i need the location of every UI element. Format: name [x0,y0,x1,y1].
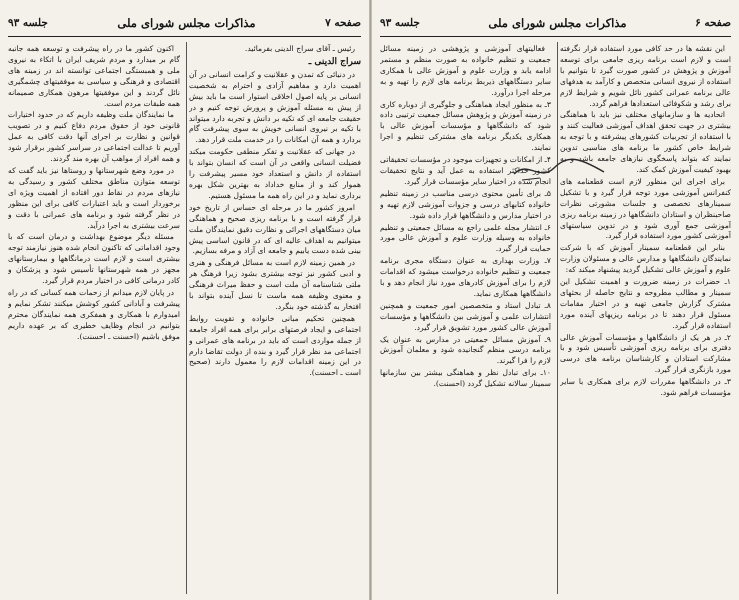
paragraph: این نقشه ها در حد کافی مورد استفاده قرار نگرفته است و لازم است برنامه ریزی جامعی برای توسعه آموزش و پژوهش در کشور صورت گیرد تا بتوانیم با استفاده از نیروی انسانی متخصص و کارآمد به هدفهای عالی برنامه عمرانی کشور نائل شویم و شرایط لازم برای رشد و شکوفائی استعدادها فراهم گردد. [560,44,731,108]
list-item: ۶ـ انتشار مجله علمی راجع به مسائل جمعیتی و تنظیم خانواده به وسیله وزارت علوم و آموزش عالی مورد حمایت قرار گیرد. [380,222,551,254]
paragraph: اکنون کشور ما در راه پیشرفت و توسعه همه جانبه گام بر میدارد و مردم شریف ایران با اتکاء به نیروی ملی و همبستگی اجتماعی توانسته اند در زمینه های اقتصادی و فرهنگی و سیاسی به موفقیتهای چشمگیری نائل گردند و این موفقیتها مرهون همکاری صمیمانه همه طبقات مردم است. [8,44,180,108]
paragraph: برای اجرای این منظور لازم است قطعنامه های کنفرانس آموزشی مورد توجه قرار گیرد و با تشکیل سمینارهای تخصصی و جلسات مشورتی نظرات صاحبنظران و استادان دانشگاهها در زمینه برنامه ریزی آموزشی جمع آوری شود و در تدوین سیاستهای آموزشی کشور مورد استفاده قرار گیرد. [560,176,731,241]
left-column-divider [186,42,187,594]
list-item: ۲ـ در هر یک از دانشگاهها و مؤسسات آموزش عالی دفتری برای برنامه ریزی آموزشی تأسیس شود و با مشارکت استادان و کارشناسان برنامه های درسی مورد بازنگری قرار گیرد. [560,332,731,375]
list-item: ۸ـ تبادل استاد و متخصصین امور جمعیت و همچنین انتشارات علمی و آموزشی بین دانشگاهها و مؤسسات آموزش عالی کشور مورد تشویق قرار گیرد. [380,300,551,332]
paragraph: در پایان لازم میدانم از زحمات همه کسانی که در راه پیشرفت و آبادانی کشور کوشش میکنند تشکر نمایم و امیدوارم با همکاری و همفکری همه نمایندگان محترم بتوانیم در انجام وظایف خطیری که بر عهده داریم موفق باشیم (احسنت ـ احسنت). [8,287,180,341]
list-item: ۳ـ به منظور ایجاد هماهنگی و جلوگیری از دوباره کاری در زمینه آموزش و پژوهش مسائل جمعیت ترتیبی داده شود که دانشگاهها و مؤسسات آموزش عالی با همکاری یکدیگر برنامه های مشترکی تنظیم و اجرا نمایند. [380,99,551,153]
left-page-right-column [189,44,361,594]
paragraph: مسئله دیگر موضوع بهداشت و درمان است که با وجود اقداماتی که تاکنون انجام شده هنوز نیازمند توجه بیشتری است و لازم است درمانگاهها و بیمارستانهای مجهز در همه شهرستانها تأسیس شود و پزشکان و کادر درمانی کافی در اختیار مردم قرار گیرد. [8,232,180,286]
paragraph: بنابر این قطعنامه سمینار آموزش که با شرکت نمایندگان دانشگاهها و مدارس عالی و مسئولان وزارت علوم و آموزش عالی تشکیل گردید پیشنهاد میکند که: [560,243,731,275]
paragraph: فعالیتهای آموزشی و پژوهشی در زمینه مسائل جمعیت و تنظیم خانواده به صورت منظم و مستمر ادامه یابد و وزارت علوم و آموزش عالی با همکاری سایر دستگاههای ذیربط برنامه های لازم را تهیه و به مرحله اجرا درآورد. [380,44,551,97]
left-page-session: جلسه ۹۳ [8,17,48,29]
right-column-divider [557,42,558,594]
left-header-rule [8,36,361,37]
left-page-header [8,12,361,34]
paragraph: در همین زمینه لازم است به مسائل فرهنگی و هنری و ادبی کشور نیز توجه بیشتری بشود زیرا فرهنگ هر ملتی شناسنامه آن ملت است و حفظ میراث فرهنگی و معنوی وظیفه همه ماست تا نسل آینده بتواند با افتخار به گذشته خود بنگرد. [189,258,361,311]
left-page [0,0,369,600]
right-page-title: مذاکرات مجلس شورای ملی [488,16,627,30]
handwritten-pen-mark [510,152,610,186]
left-page-title: مذاکرات مجلس شورای ملی [117,16,256,30]
list-item: ۹ـ آموزش مسائل جمعیتی در مدارس به عنوان یک برنامه درسی منظم گنجانیده شود و معلمان آموزش لازم را فرا گیرند. [380,334,551,366]
list-item: ۳ـ در دانشگاهها مقررات لازم برای همکاری با سایر مؤسسات فراهم شود. [560,377,731,398]
paragraph: امروز کشور ما در مرحله ای حساس از تاریخ خود قرار گرفته است و با برنامه ریزی صحیح و هماهنگی میان دستگاههای اجرائی و نظارت دقیق نمایندگان ملت میتوانیم به اهداف عالیه ای که در قانون اساسی پیش بینی شده دست یابیم و جامعه ای آزاد و مرفه بسازیم. [189,202,361,256]
paragraph: در دنیائی که تمدن و عقلانیت و کرامت انسانی در آن اهمیت دارد و مفاهیم آزادی و احترام به شخصیت انسانی بر پایه اصول اخلاقی استوار است ما باید بیش از پیش به مسئله آموزش و پرورش توجه کنیم و در حقیقت جامعه ای که تکیه بر دانش و تجربه دارد میتواند با تکیه بر نیروی انسانی خویش به سوی پیشرفت گام بردارد و همه آن امکانات را در خدمت ملت قرار دهد. [189,69,361,145]
left-page-number: صفحه ۷ [325,17,361,29]
right-page-right-column [560,44,731,594]
paragraph: رئیس ـ آقای سراج الدینی بفرمائید. [244,44,355,53]
paragraph: در مورد وضع شهرستانها و روستاها نیز باید گفت که توسعه متوازن مناطق مختلف کشور و رسیدگی به نیازهای مردم در نقاط دور افتاده از اهمیت ویژه ای برخوردار است و باید اعتبارات کافی برای این منظور در نظر گرفته شود و برنامه های عمرانی با دقت و سرعت بیشتری به اجرا درآید. [8,165,180,230]
paragraph: همچنین تحکیم مبانی خانواده و تقویت روابط اجتماعی و ایجاد فرصتهای برابر برای همه افراد جامعه از جمله مواردی است که باید در برنامه های عمرانی و اجتماعی مد نظر قرار گیرد و بنده از دولت تقاضا دارم در این زمینه اقدامات لازم را معمول دارند (صحیح است ـ احسنت). [189,313,361,378]
list-item: ۷ـ وزارت بهداری به عنوان دستگاه مجری برنامه جمعیت و تنظیم خانواده درخواست میشود که اقدامات لازم را برای آموزش کادرهای مورد نیاز انجام دهد و با دانشگاهها همکاری نماید. [380,256,551,298]
right-page-header [380,12,731,34]
right-page-left-column [380,44,551,594]
list-item: ۱ـ حضرات در زمینه ضرورت و اهمیت تشکیل این سمینار و مطالب مطروحه و نتایج حاصله از بحثهای مشترک گزارش جامعی تهیه و در اختیار مقامات مسئول قرار دهند تا در برنامه ریزیهای آینده مورد استفاده قرار گیرد. [560,277,731,330]
right-header-rule [380,36,731,37]
left-page-left-column [8,44,180,594]
paragraph: ما نمایندگان ملت وظیفه داریم که در حدود اختیارات قانونی خود از حقوق مردم دفاع کنیم و در تصویب قوانین و نظارت بر اجرای آنها دقت کافی به عمل آوریم تا عدالت اجتماعی در سراسر کشور برقرار شود و همه افراد از مواهب آن بهره مند گردند. [8,110,180,164]
right-page [372,0,739,600]
paragraph: در جهانی که عقلانیت و تفکر منطقی حکومت میکند فضیلت انسانی واقعی در آن است که انسان بتواند با استفاده از دانش و استعداد خود مسیر پیشرفت را هموار کند و از منابع خداداد به بهترین شکل بهره برداری نماید و در این راه همه ما مسئول هستیم. [189,147,361,200]
list-item: ۴ـ از امکانات و تجهیزات موجود در مؤسسات تحقیقاتی کشور حداکثر استفاده به عمل آید و نتایج تحقیقات انجام شده در اختیار سایر مؤسسات قرار گیرد. [380,155,551,186]
right-page-number: صفحه ۶ [695,17,731,29]
right-page-session: جلسه ۹۳ [380,17,420,29]
list-item: ۵ـ برای تأمین محتوی درسی مناسب در زمینه تنظیم خانواده کتابهای درسی و جزوات آموزشی لازم تهیه و در اختیار مدارس و دانشگاهها قرار داده شود. [380,188,551,220]
list-item: ۱۰ـ برای تبادل نظر و هماهنگی بیشتر بین سازمانها سمینار سالانه تشکیل گردد (احسنت). [380,368,551,389]
section-heading: سراج الدینی ـ [308,56,361,67]
paragraph: اتحادیه ها و سازمانهای مختلف نیز باید با هماهنگی بیشتری در جهت تحقق اهداف آموزشی فعالیت کنند و با استفاده از تجربیات کشورهای پیشرفته و با توجه به شرایط خاص کشور ما برنامه های مناسبی تدوین نمایند که بتواند پاسخگوی نیازهای جامعه باشد و به بهبود کیفیت آموزش کمک کند. [560,110,731,174]
